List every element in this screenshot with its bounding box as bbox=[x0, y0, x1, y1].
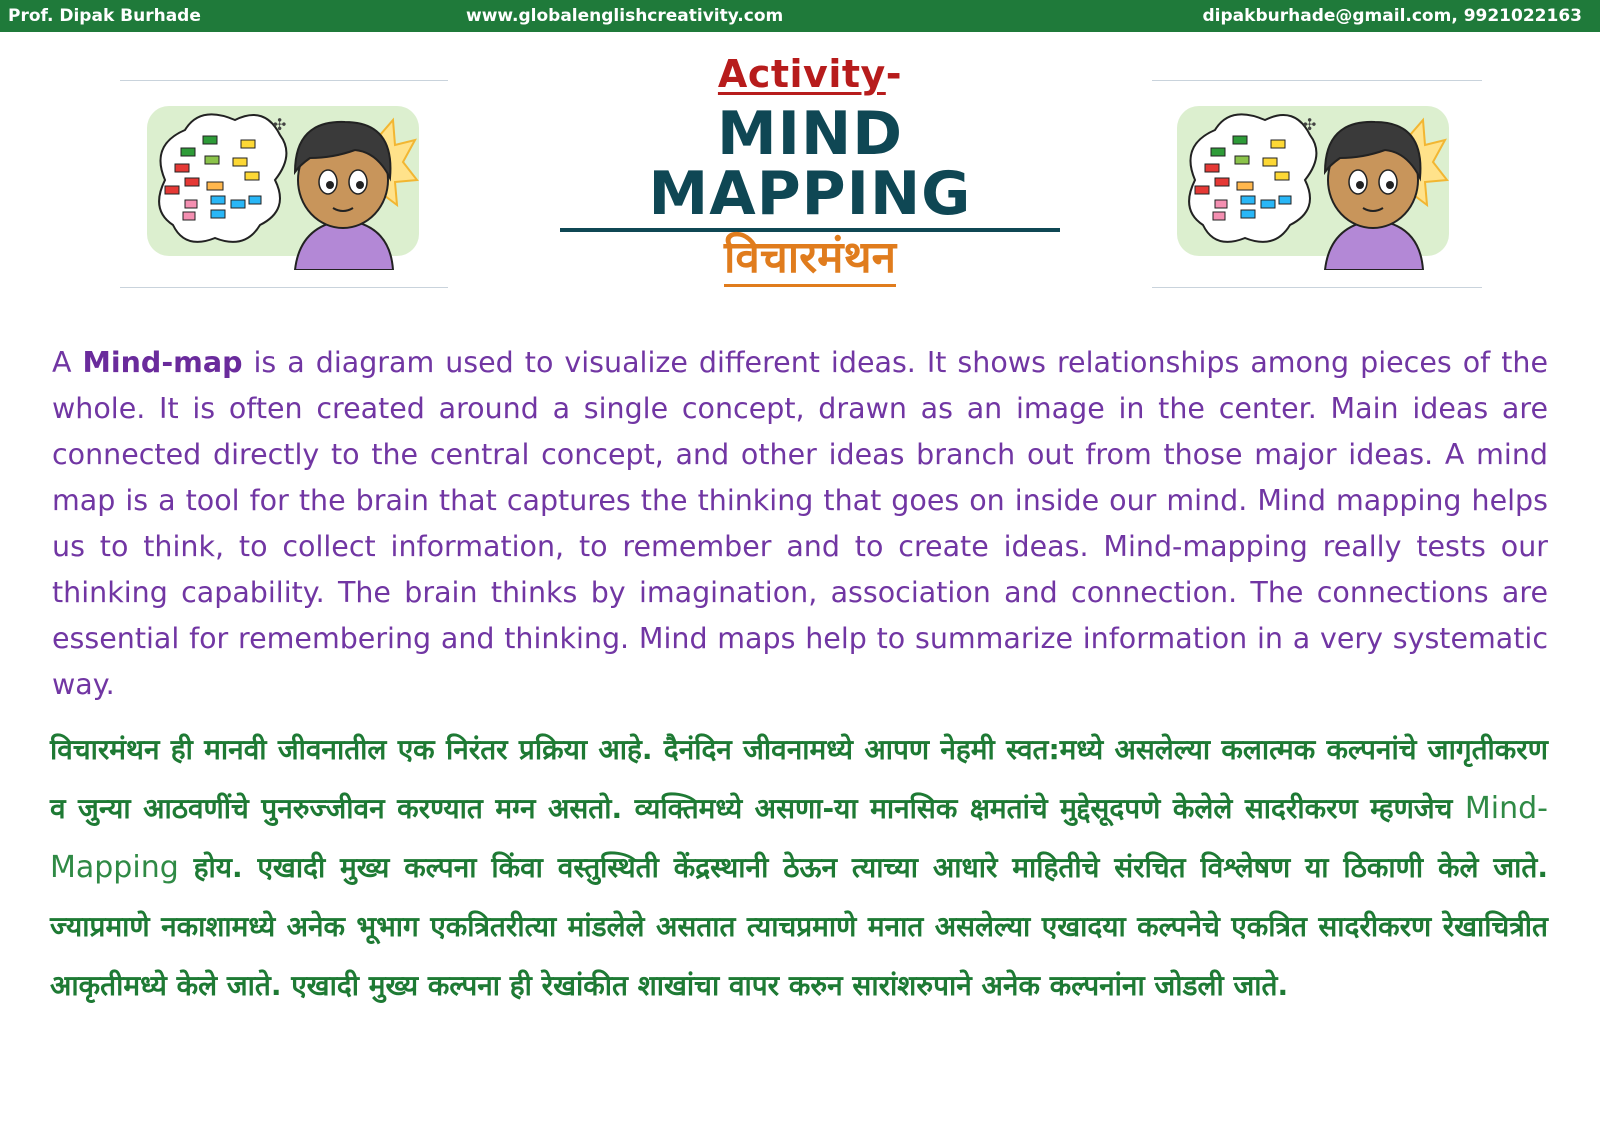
divider-right-bottom bbox=[1152, 287, 1482, 288]
activity-suffix: - bbox=[885, 52, 903, 96]
author-name: Prof. Dipak Burhade bbox=[8, 6, 201, 26]
svg-text:✣: ✣ bbox=[273, 115, 287, 134]
child-thinking-mind-map-icon bbox=[1175, 100, 1455, 270]
mind-mapping-inline-term: Mind-Mapping bbox=[50, 791, 1548, 885]
activity-heading bbox=[560, 52, 1060, 96]
divider-right-top bbox=[1152, 80, 1482, 81]
divider-left-top bbox=[120, 80, 448, 81]
divider-left-bottom bbox=[120, 287, 448, 288]
marathi-paragraph bbox=[50, 720, 1548, 1015]
english-lead: A bbox=[52, 346, 83, 379]
marathi-part2: होय. एखादी मुख्य कल्पना किंवा वस्तुस्थिती केंद्रस्थानी ठेऊन त्याच्या आधारे माहितीचे संरचित विश्लेषण या ठिकाणी केले जाते. ज्याप्रमाणे नकाशामध्ये अनेक भूभाग एकत्रितरीत्या मांडलेले असतात त्याचप्रमाणे मनात असलेल्या एखादया कल्पनेचे एकत्रित सादरीकरण रेखाचित्रीत आकृतीमध्ये केले जाते. एखादी मुख्य कल्पना ही रेखांकीत शाखांचा वापर करुन सारांशरुपाने अनेक कल्पनांना जोडली जाते. bbox=[50, 851, 1548, 1002]
english-body: is a diagram used to visualize different ideas. It shows relationships among pieces of the whole. It is often created around a single concept, drawn as an image in the center. Main ideas are connected directly to the central concept, and other ideas branch out from those major ideas. A mind map is a tool for the brain that captures the thinking that goes on inside our mind. Mind mapping helps us to think, to collect information, to remember and to create ideas. Mind-mapping really tests our thinking capability. The brain thinks by imagination, association and connection. The connections are essential for remembering and thinking. Mind maps help to summarize information in a very systematic way. bbox=[52, 346, 1548, 701]
activity-word: Activity bbox=[717, 52, 886, 96]
title-block bbox=[560, 52, 1060, 287]
english-paragraph bbox=[52, 340, 1548, 708]
marathi-part1: विचारमंथन ही मानवी जीवनातील एक निरंतर प्रक्रिया आहे. दैनंदिन जीवनामध्ये आपण नेहमी स्वत:मध्ये असलेल्या कलात्मक कल्पनांचे जागृतीकरण व जुन्या आठवणींचे पुनरुज्जीवन करण्यात मग्न असतो. व्यक्तिमध्ये असणा-या मानसिक क्षमतांचे मुद्देसूदपणे केलेले सादरीकरण म्हणजेच bbox=[50, 733, 1548, 825]
contact-info: dipakburhade@gmail.com, 9921022163 bbox=[1202, 6, 1582, 26]
child-thinking-mind-map-icon bbox=[145, 100, 425, 270]
website-link[interactable]: www.globalenglishcreativity.com bbox=[466, 6, 784, 26]
svg-text:✣: ✣ bbox=[1303, 115, 1317, 134]
marathi-title: विचारमंथन bbox=[724, 234, 896, 287]
mind-map-term: Mind-map bbox=[82, 346, 243, 379]
mind-mapping-title: MIND MAPPING bbox=[560, 104, 1060, 232]
header-bar bbox=[0, 0, 1600, 32]
